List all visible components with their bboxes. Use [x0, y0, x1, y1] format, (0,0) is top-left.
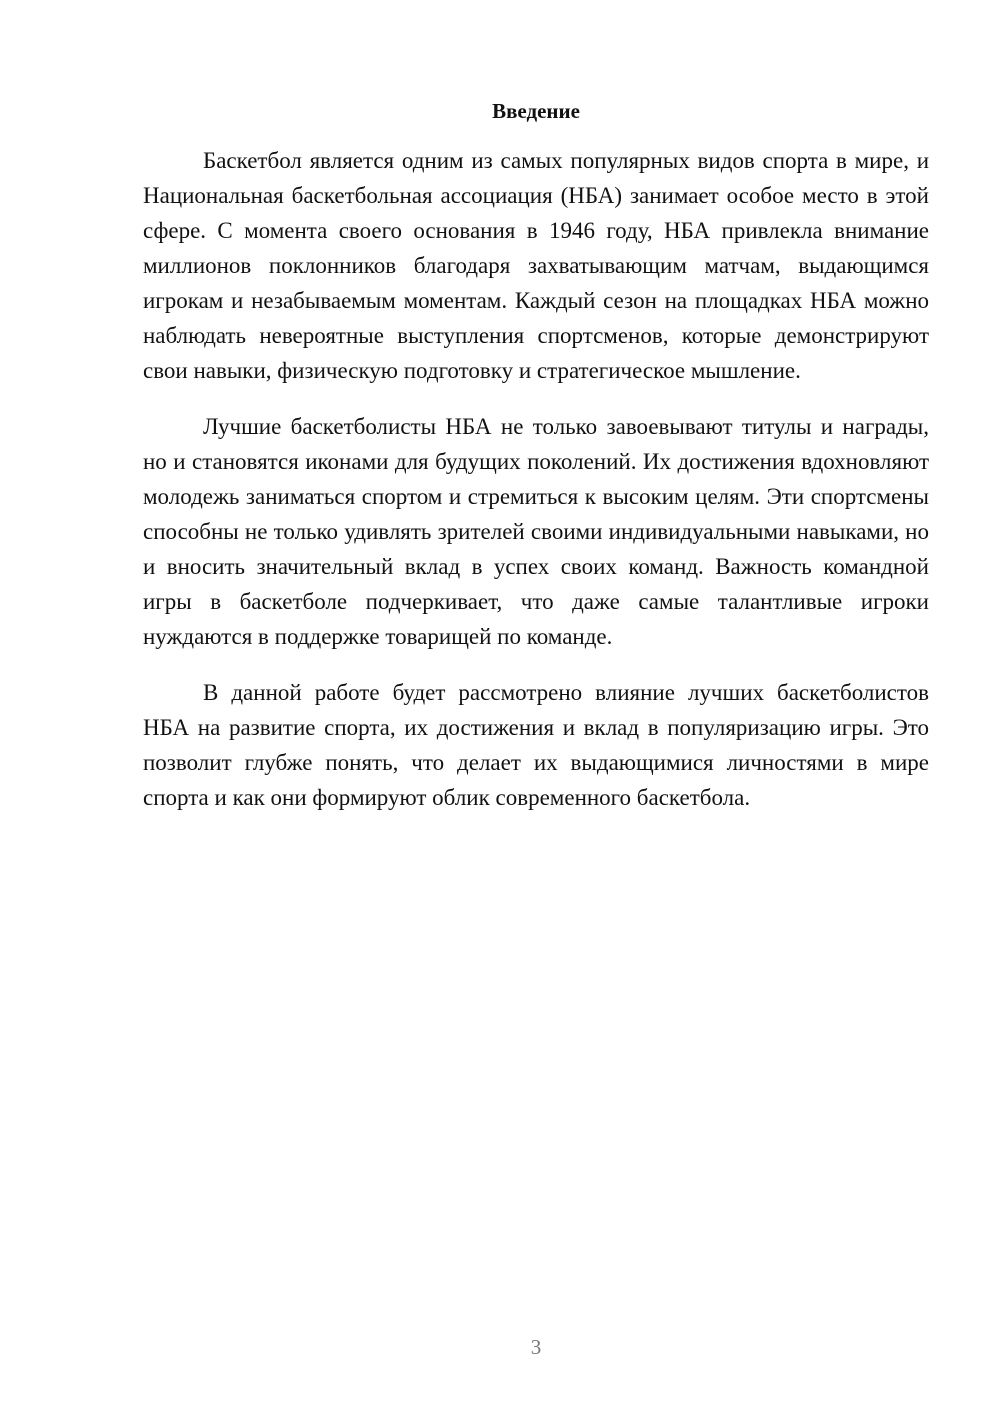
paragraph: В данной работе будет рассмотрено влияние лучших баскетболистов НБА на развитие спорта, их достижения и вклад в популяризацию игры. Это позволит глубже понять, что делает их выдающимися личностями в мире спорта и как они формируют облик современного баскетбола.	[143, 680, 929, 810]
section-heading: Введение	[492, 99, 580, 123]
paragraph: Баскетбол является одним из самых популярных видов спорта в мире, и Национальная баскетбольная ассоциация (НБА) занимает особое место в этой сфере. С момента своего основания в 1946 году, НБА привлекла внимание миллионов поклонников благодаря захватывающим матчам, выдающимся игрокам и незабываемым моментам. Каждый сезон на площадках НБА можно наблюдать невероятные выступления спортсменов, которые демонстрируют свои навыки, физическую подготовку и стратегическое мышление.	[143, 148, 929, 383]
body-text	[143, 143, 929, 815]
page-number: 3	[530, 1335, 542, 1359]
paragraph: Лучшие баскетболисты НБА не только завоевывают титулы и награды, но и становятся иконами для будущих поколений. Их достижения вдохновляют молодежь заниматься спортом и стремиться к высоким целям. Эти спортсмены способны не только удивлять зрителей своими индивидуальными навыками, но и вносить значительный вклад в успех своих команд. Важность командной игры в баскетболе подчеркивает, что даже самые талантливые игроки нуждаются в поддержке товарищей по команде.	[143, 414, 929, 649]
